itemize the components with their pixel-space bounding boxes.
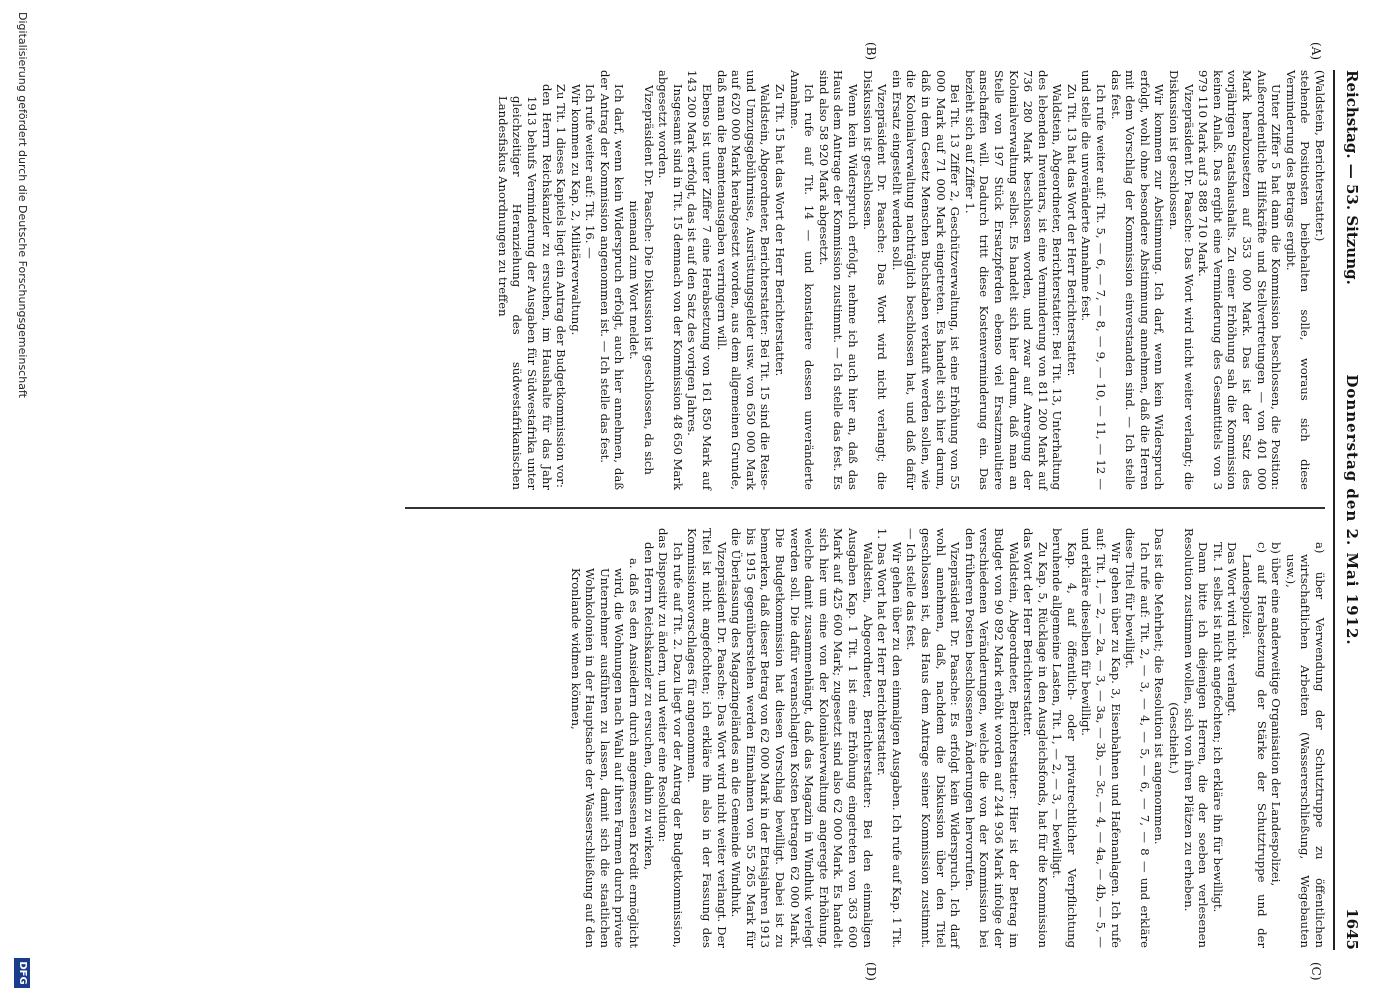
paragraph: Waldstein, Abgeordneter, Berichterstatter: Hier ist der Betrag im Budget von 90 892 Mark erhöht worden auf 244 936 Mark infolge der verschiedenen Veränderungen, welche die von der Kommission bei den früheren Posten beschlossenen Änderungen hervorrufen. (962, 528, 1021, 948)
paragraph: Tit. 1 selbst ist nicht angefochten; ich erkläre ihn für bewilligt. (1210, 542, 1225, 913)
paragraph: c) auf Herabsetzung der Stärke der Schutztruppe und der Landespolizei. (1240, 542, 1269, 948)
margin-mark-b: (B) (864, 42, 878, 61)
paragraph: Wenn kein Widerspruch erfolgt, nehme ich auch hier an, daß das Haus dem Antrage der Kommission zustimmt. — Ich stelle das fest. Es sind also 58 920 Mark abgesetzt. (816, 70, 860, 490)
paragraph: Vizepräsident Dr. Paasche: Es erfolgt kein Widerspruch. Ich darf wohl annehmen, daß, nachdem die Diskussion über den Titel geschlossen ist, das Haus dem Antrage seiner Kommission zustimmt. — Ich stelle das fest. (904, 528, 963, 948)
right-column (568, 528, 1327, 948)
paragraph: Ich darf, wenn kein Widerspruch erfolgt, auch hier annehmen, daß der Antrag der Kommission angenommen ist. — Ich stelle das fest. (597, 70, 627, 490)
paragraph: Ich rufe auf: Tit. 2, — 3, — 4, — 5, — 6, — 7, — 8 — und erkläre diese Titel für bewilligt. (1123, 528, 1152, 948)
dfg-logo: DFG (14, 958, 30, 988)
paragraph: Insgesamt sind in Tit. 15 demnach von der Kommission 48 650 Mark abgesetzt worden. (656, 70, 685, 490)
column-separator (405, 507, 1325, 509)
paragraph: Ich rufe weiter auf: Tit. 16. — (583, 84, 598, 259)
paragraph: Vizepräsident Dr. Paasche: Die Diskussion ist geschlossen, da sich niemand zum Wort meldet. (627, 85, 656, 475)
paragraph: Waldstein, Abgeordneter, Berichterstatter: Bei den einmaligen Ausgaben Kap. 1 Tit. 1 ist eine Erhöhung eingetreten von 363 600 Mark auf 425 600 Mark; zugesetzt sind also 62 000 Mark. Es handelt sich hier um eine von der Kolonialverwaltung angeregte Erhöhung, welche damit zusammenhängt, daß das Magazin in Windhuk verlegt werden soll. Die dafür veranschlagten Kosten betragen 62 000 Mark. Die Budgetkommission hat diesen Vorschlag bewilligt. Dabei ist zu bemerken, daß dieser Betrag von 62 000 Mark in der Etatsjahren 1913 bis 1915 gegenüberstehen werden Einnahmen von 55 265 Mark für die Überlassung des Magazingeländes an die Gemeinde Windhuk. (729, 528, 875, 948)
paragraph: Dann bitte ich diejenigen Herren, die der soeben verlesenen Resolution zustimmen wollen, sich von ihren Plätzen zu erheben. (1181, 528, 1211, 948)
paragraph: Zu Tit. 13 hat das Wort der Herr Berichterstatter. (1064, 84, 1079, 377)
paragraph: Zu Kap. 5, Rücklage in den Ausgleichsfonds, hat für die Kommission das Wort der Herr Berichterstatter. (1021, 528, 1050, 948)
paragraph: den Herrn Reichskanzler zu ersuchen, dahin zu wirken, (641, 542, 656, 871)
paragraph: Vizepräsident Dr. Paasche: Das Wort wird nicht weiter verlangt; die Diskussion ist geschlossen. (1167, 70, 1196, 490)
paragraph: Bei Tit. 13 Ziffer 2, Geschützverwaltung, ist eine Erhöhung von 55 000 Mark auf 71 000 Mark eingetreten. Es handelt sich hier darum, daß in dem Gesetz Menschen Buchstaben verkauft werden sollen, wie die Kolonialverwaltung nachträglich beschlossen hat, und daß dafür ein Ersatz eingestellt werden soll. (889, 70, 963, 490)
paragraph: Ich rufe auf Tit. 14 — und konstatiere dessen unveränderte Annahme. (787, 70, 817, 490)
paragraph: Das ist die Mehrheit; die Resolution ist angenommen. (1152, 528, 1167, 845)
paragraph: b) über eine anderweitige Organisation der Landespolizei, (1269, 542, 1284, 887)
paragraph: Wir gehen über zu Kap. 3, Eisenbahnen und Hafenanlagen. Ich rufe auf: Tit. 1, — 2, — 2a, — 3, — 3a, — 3b, — 3c, — 4, — 4a, — 4b, — 5, — und erkläre dieselben für bewilligt. (1079, 528, 1123, 948)
margin-mark-c: (C) (1309, 962, 1323, 981)
digitization-footer (11, 0, 31, 1000)
paragraph: Ebenso ist unter Ziffer 7 eine Herabsetzung von 161 850 Mark auf 143 200 Mark erfolgt, das ist auf den Satz des vorigen Jahres. (685, 70, 715, 490)
paragraph: Wir kommen zu Kap. 2, Militärverwaltung. (568, 84, 583, 336)
paragraph: stehende Positiosten beibehalten solle, woraus sich diese Verminderung des Betrags ergibt. (1283, 70, 1313, 490)
margin-mark-a: (A) (1309, 42, 1323, 61)
paragraph: Ich rufe auf Tit. 2. Dazu liegt vor der Antrag der Budgetkommission, das Dispositiv zu ändern, und weiter eine Resolution: (656, 528, 685, 948)
header-center: Donnerstag den 2. Mai 1912. (1343, 374, 1361, 646)
paragraph: Kap. 4, auf öffentlich- oder privatrechtlicher Verpflichtung beruhende allgemeine Lasten, Tit. 1, — 2, — 3, — bewilligt. (1050, 528, 1079, 948)
page-number: 1645 (1343, 908, 1361, 950)
left-column (495, 70, 1327, 490)
paragraph: Zu Tit. 1 dieses Kapitels liegt ein Antrag der Budgetkommission vor: (554, 84, 569, 488)
paragraph: Waldstein, Abgeordneter, Berichterstatter: Bei Tit. 13, Unterhaltung des lebenden Inventars, ist eine Verminderung von 811 200 Mark auf 736 280 Mark beschlossen worden, und zwar auf Anregung der Kolonialverwaltung selbst. Es handelt sich hier darum, daß man an Stelle von 197 Stück Ersatzpferden ebenso viel Ersatzmaultiere anschaffen will. Dadurch tritt diese Kostenverminderung ein. Das bezieht sich auf Ziffer 1. (962, 70, 1065, 490)
paragraph: Zu Tit. 15 hat das Wort der Herr Berichterstatter. (773, 84, 788, 377)
paragraph: Vizepräsident Dr. Paasche: Das Wort wird nicht verlangt; die Diskussion ist geschlossen. (860, 70, 890, 490)
paragraph: Ich rufe weiter auf: Tit. 5, — 6, — 7, — 8, — 9, — 10, — 11, — 12 — und stelle die unveränderte Annahme fest. (1079, 70, 1109, 490)
header-rule (1333, 70, 1335, 950)
paragraph: Unter Ziffer 5 hat dann die Kommission beschlossen, die Position: Außerordentliche Hilfskräfte und Stellvertretungen — von 401 000 Mark herabzusetzen auf 353 000 Mark. Das ist der Satz des vorjährigen Staatshaushalts. Zu einer Erhöhung sah die Kommission keinen Anlaß. Das ergibt eine Verminderung des Gesamttitels von 3 979 110 Mark auf 3 888 710 Mark. (1196, 70, 1284, 490)
paragraph: Wir gehen über zu den einmaligen Ausgaben. Ich rufe auf Kap. 1 Tit. 1. Das Wort hat der Herr Berichterstatter. (875, 528, 904, 948)
digitization-credit: Digitalisierung gefördert durch die Deutsche Forschungsgemeinschaft (16, 12, 29, 398)
paragraph: (Geschieht.) (1167, 702, 1182, 774)
paragraph: a. daß es den Ansiedlern durch angemessenen Kredit ermöglicht wird, die Wohnungen nach Wahl auf ihren Farmen durch private Unternehmer ausführen zu lassen, damit sich die staatlichen Wohnkolonien in der Hauptsache der Wasserschließung auf den Kronlande widmen können, (568, 558, 642, 948)
header-left: Reichstag. — 53. Sitzung. (1343, 70, 1361, 285)
paragraph: Wir kommen zur Abstimmung. Ich darf, wenn kein Widerspruch erfolgt, wohl ohne besondere Abstimmung annehmen, daß die Herren mit dem Vorschlag der Kommission einverstanden sind. — Ich stelle das fest. (1108, 70, 1167, 490)
margin-mark-d: (D) (864, 962, 878, 981)
paragraph: Vizepräsident Dr. Paasche: Das Wort wird nicht weiter verlangt. Der Titel ist nicht angefochten; ich erkläre ihn also in der Fassung des Kommissionsvorschlages für angenommen. (685, 528, 729, 948)
paragraph: a) über Verwendung der Schutztruppe zu öffentlichen wirtschaftlichen Arbeiten (Wassererschließung, Wegebauten usw.), (1283, 542, 1327, 948)
page-header (1333, 70, 1361, 950)
paragraph: Waldstein, Abgeordneter, Berichterstatter: Bei Tit. 15 sind die Reise- und Umzugsgebührnisse, Ausrüstungsgelder usw. von 650 000 Mark auf 620 000 Mark herabgesetzt worden, aus dem allgemeinen Grunde, daß man die Beamtenausgaben verringern will. (714, 70, 773, 490)
paragraph: den Herrn Reichskanzler zu ersuchen, im Haushalte für das Jahr 1913 behufs Verminderung der Ausgaben für Südwestafrika unter gleichzeitiger Heranziehung des südwestafrikanischen Landesfiskus Anordnungen zu treffen (495, 84, 554, 490)
paragraph: Das Wort wird nicht verlangt. (1225, 542, 1240, 717)
paragraph: (Waldstein, Berichterstatter.) (1313, 70, 1327, 242)
